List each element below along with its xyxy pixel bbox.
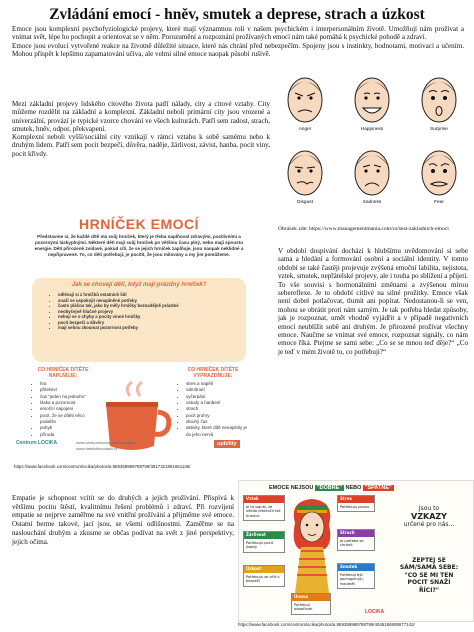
- empties-cup-heading: CO HRNÍČEK DÍTĚTE VYPRAZDŇUJE:: [187, 367, 239, 379]
- locika-logo-small: LOCIKA: [365, 609, 385, 615]
- banner-good: "DOBRÉ": [316, 485, 342, 491]
- site-link-1[interactable]: www.centrumlocika.cz/konzultace: [76, 440, 136, 445]
- face-label: Sadness: [362, 200, 382, 205]
- list-item: • aktivity, které dítě nenaplnily je do jeho nervů: [186, 425, 248, 438]
- list-item: • láska a pozornost: [40, 400, 94, 406]
- face-label: Anger: [298, 127, 312, 132]
- upbility-logo: upbility: [214, 440, 240, 448]
- note-tiredness: [291, 593, 331, 615]
- list-item: • pohyb: [40, 425, 94, 431]
- list-item: • přítelství: [40, 387, 94, 393]
- intro-paragraph-4: Komplexní neboli vyšší/sociální city vznikají v rámci vztahu k sobě samému nebo k druhým lidem. Patří sem pocit bezpečí, důvěra, naděje, žárlivost, závist, hanba, pocit viny, pocit křivdy.: [12, 133, 270, 158]
- note-body: Je potřeba se chránit: [340, 538, 364, 548]
- note-body: Potřebuji být pochopen(a), rozumět: [340, 572, 364, 586]
- intro-paragraph-2: Emoce jsou evolucí vytvořené reakce na životně důležité situace, které nás chrání před nebezpečím. Spojeny jsou s instinkty, hodnotami, motivací a učením. Mohou přispět k lepšímu zapamatování učiva, ale velmi silné emoce naopak působí rušivě.: [12, 41, 464, 58]
- face-fear: [417, 141, 461, 203]
- note-anger: [243, 495, 285, 521]
- fills-cup-heading: CO HRNÍČEK DÍTĚTE NAPLŇUJE:: [37, 367, 89, 379]
- hricek-intro: Představme si, že každé dítě má svůj hrníček, který je třeba naplňovat zdravými, pozitivními a pozornými láskyplnými. Některé děti mají svůj hrníček po většinu času plný, nebo mají spoustu energie. Děti přirozeně zvídavé, pokud cítí, že se jejich hrníček zaplňuje, jsou naopak neklidné a nepřipravené. To, co děti potřebují, je pocítit, že jsou milovány a my jim pomůžeme.: [34, 234, 244, 257]
- list-item: • odlévají si z hrníčků ostatních lidí: [58, 292, 248, 298]
- faces-caption: Obrázek zde: https://www.managementmania.com/cs/sest-zakladnich-emoci: [278, 226, 449, 232]
- face-label: Happiness: [360, 127, 384, 132]
- note-body: Potřebuju pauzu: [340, 504, 370, 509]
- intro-text-left: [12, 100, 270, 158]
- list-item: • mají sebou zkoumat pozornost potřeby: [58, 325, 248, 331]
- intro-paragraph-1: Emoce jsou komplexní psychofyziologické projevy, které mají významnou roli v našem psychickém i interpersonálním životě. Umožňují nám prožívat a vnímat svět, lépe ho pochopit a orientovat se v něm. Porozumění a rozpoznání prožívaných emocí nám také pomáhá k psychické pohodě a zdraví.: [12, 25, 464, 42]
- note-title: Vztek: [244, 496, 284, 503]
- hricek-footer: [16, 440, 266, 460]
- note-title: Stres: [338, 496, 374, 503]
- note-anxiety: [243, 565, 285, 587]
- note-title: Únava: [292, 594, 330, 601]
- banner-bad: "ŠPATNÉ": [364, 485, 392, 491]
- list-item: • ostudy a hanbení: [186, 400, 248, 406]
- list-item: • pocit bezpečí a důvěry: [58, 320, 248, 326]
- note-body: Potřebuju se cítit v bezpečí: [246, 574, 280, 584]
- fills-cup-column: [32, 368, 94, 438]
- intro-paragraph-3: Mezi základní projevy lidského citového života patří nálady, city a citové vztahy. City můžeme rozdělit na základní a komplexní. Základní neboli primární city jsou vrozené a univerzální, provází je typické vzorce chování ve všech kulturách. Patří sem radost, strach, smutek, hněv, odpor, překvapení.: [12, 100, 270, 133]
- empty-cup-box: [32, 278, 246, 362]
- basic-emotions-faces-image: [275, 68, 469, 220]
- hricek-title: HRNÍČEK EMOCÍ: [78, 216, 200, 232]
- note-stress: [337, 495, 375, 512]
- messages-line-2: VZKAZY: [411, 512, 447, 521]
- list-item: • pocit, že se dítěti něco podařilo: [40, 413, 94, 426]
- empties-cup-column: [178, 368, 248, 438]
- note-body: Potřebuju pocit jistoty: [246, 540, 274, 550]
- ask-line-3: "CO SE MI TEN: [404, 571, 454, 579]
- empty-cup-box-title: Jak se chovají děti, když mají prázdný hrníček?: [71, 282, 207, 288]
- note-body: Je to signál, že někdo překročil tvé hranice: [246, 504, 281, 518]
- note-fear: [337, 529, 375, 551]
- messages-line-1: Jsou to: [418, 505, 440, 512]
- list-item: • nebojí se o chyby a pocity vinné hrníčky: [58, 314, 248, 320]
- list-item: • příroda: [40, 432, 94, 438]
- note-jealousy: [243, 531, 285, 553]
- ask-line-2: SÁM/SAMA SEBE:: [399, 564, 459, 572]
- list-item: • stres a napětí: [186, 381, 248, 387]
- note-body: Potřebuji odpočinek: [294, 602, 313, 612]
- list-item: • dlouhý čas: [186, 419, 248, 425]
- list-item: • snaží se uspokojit nenaplněné potřeby: [58, 298, 248, 304]
- ask-line-5: ŘÍCI?": [418, 586, 440, 594]
- banner-or: NEBO: [345, 485, 362, 491]
- face-anger: [283, 68, 327, 130]
- emotions-messages-image: [238, 480, 474, 622]
- site-link-2[interactable]: www.detstvibeznasili.cz: [76, 446, 118, 451]
- locika-logo: Centrum LOCIKA: [16, 440, 58, 446]
- note-title: Žárlivost: [244, 532, 284, 539]
- intro-text: [12, 25, 464, 58]
- empathy-paragraph: Empatie je schopnost vcítit se do druhých a jejich prožívání. Přispívá k většímu pocitu štěstí, kvalitnímu řešení problémů i zdraví. Při rozvíjení empatie se nejprve zaměřme na své vnitřní prožívání a přijměme své emoce. Ostatní berme takové, jací jsou, se všemi odlišnostmi. Zaměřme se na naslouchání druhým a zkusme se občas podívat na svět z jiné perspektivy, jejich očima.: [12, 494, 234, 546]
- emotions-banner: [269, 485, 394, 491]
- list-item: • vyčerpání: [186, 394, 248, 400]
- note-title: Úzkost: [244, 566, 284, 573]
- face-disgust: [283, 141, 327, 203]
- messages-note: [389, 505, 469, 529]
- list-item: • hra: [40, 381, 94, 387]
- list-item: • často pláčou tak, jako by měly hrníčky beznadějně prázdné: [58, 303, 248, 309]
- list-item: • strach: [186, 406, 248, 412]
- list-item: • emoční napojení: [40, 406, 94, 412]
- page-title: Zvládání emocí - hněv, smutek a deprese, strach a úzkost: [49, 6, 425, 23]
- hricek-emoci-infographic: [10, 212, 268, 462]
- ask-line-4: POCIT SNAŽÍ: [407, 579, 451, 587]
- hricek-source-link[interactable]: https://www.facebook.com/centrumlocika/photos/a.869359989788799/3917321861661136/: [14, 464, 191, 469]
- note-title: Strach: [338, 530, 374, 537]
- ask-line-1: ZEPTEJ SE: [412, 557, 446, 564]
- adolescence-paragraph: V období dospívání dochází k hlubšímu uvědomování si sebe sama a hledání a formování osobní a sociální identity. V tomto období se také častěji projevuje zvýšená emoční labilita, nejistota, vztek, smutek, nepřátelské projevy, ale i touha po sblížení a přijetí. To vše souvisí s hormonálními změnami a zvýšenou mírou sebereflexe. Je to období citlivé na silné prožitky. Emoce však není dobré potlačovat, tlumit ani popírat. Nedostanou-li se ven, mohou se obrátit proti nám samým. Je tak potřeba hledat způsoby, jak je rozpoznat, umět vhodně vyjádřit a v případě negativních emocí neublížit sobě ani druhým. Je přirozené prožívat všechny emoce. Naučme se vnímat své emoce, rozpoznat signály, co nám emoce říká. Ptejme se sami sebe: „Co se se mnou teď děje?“ „Co je teď v mém životě to, co potřebuji?“: [278, 247, 468, 356]
- face-label: Surprise: [430, 127, 448, 132]
- face-label: Fear: [434, 200, 444, 205]
- banner-text-1: EMOCE NEJSOU: [269, 485, 314, 491]
- note-title: Smutek: [338, 564, 374, 571]
- list-item: • pocit prohry: [186, 413, 248, 419]
- fills-cup-list: [32, 381, 94, 438]
- girl-illustration: [287, 493, 337, 593]
- empty-cup-list: [50, 292, 248, 331]
- emotions-source-link[interactable]: https://www.facebook.com/centrumlocika/photos/a.869359989788799/4045186908677142/: [238, 622, 415, 627]
- face-surprise: [417, 68, 461, 130]
- note-sadness: [337, 563, 375, 589]
- ask-yourself-note: [389, 557, 469, 594]
- list-item: • odmítnutí: [186, 387, 248, 393]
- empties-cup-list: [178, 381, 248, 438]
- face-label: Disgust: [297, 200, 313, 205]
- face-happiness: [350, 68, 394, 130]
- face-sadness: [350, 141, 394, 203]
- list-item: • neobyčejně hlučné projevy: [58, 309, 248, 315]
- messages-line-3: určené pro nás...: [403, 521, 455, 528]
- list-item: • čas "jeden na jednoho": [40, 394, 94, 400]
